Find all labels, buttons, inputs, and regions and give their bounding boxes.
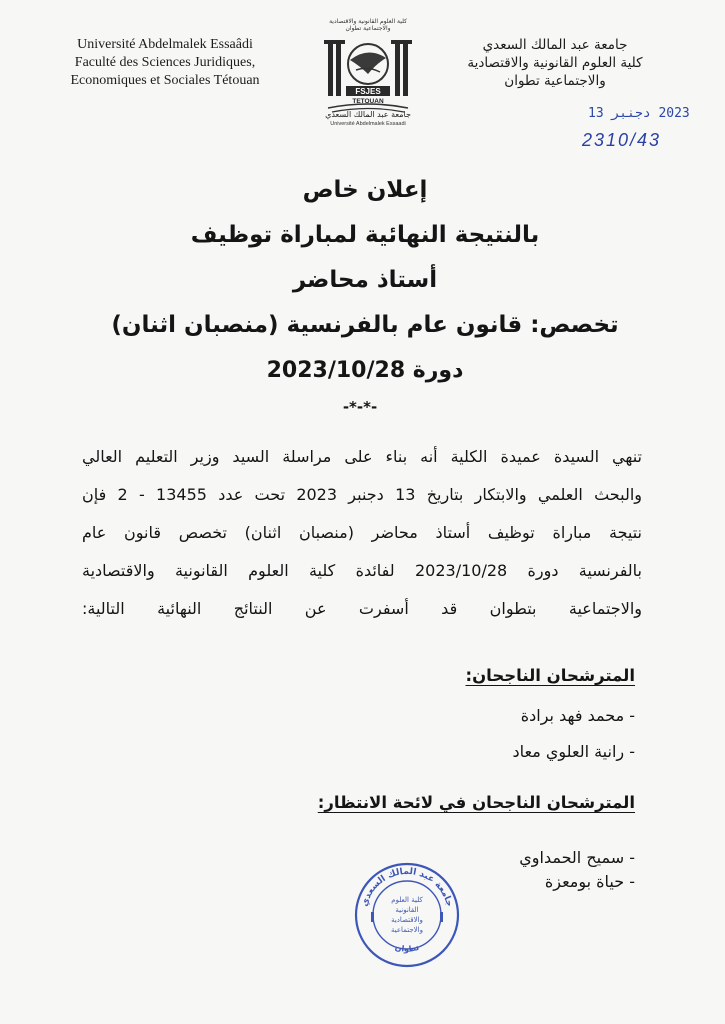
separator: -*-*- bbox=[342, 398, 378, 416]
header-fr-university: Université Abdelmalek Essaâdi bbox=[77, 37, 253, 52]
logo-acronym: FSJES bbox=[355, 87, 381, 96]
header-ar-faculty-2: والاجتماعية تطوان bbox=[504, 73, 606, 89]
header-fr-faculty-2: Economiques et Sociales Tétouan bbox=[70, 73, 260, 88]
logo-bottom-arabic: جامعة عبد المالك السعدي bbox=[325, 110, 411, 119]
stamp-inner-line-2: القانونية bbox=[395, 906, 419, 914]
waiting-candidate-2: - حياة بومعزة bbox=[544, 872, 635, 891]
header-ar-university: جامعة عبد المالك السعدي bbox=[482, 37, 628, 53]
faculty-logo bbox=[318, 18, 418, 130]
stamp-inner-line-3: والاقتصادية bbox=[391, 916, 423, 924]
official-stamp-icon bbox=[352, 860, 462, 970]
header-ar-faculty-1: كلية العلوم القانونية والاقتصادية bbox=[467, 55, 643, 71]
logo-city: TETOUAN bbox=[352, 98, 384, 105]
waiting-candidate-1: - سميح الحمداوي bbox=[519, 848, 635, 867]
title-position: أستاذ محاضر bbox=[292, 267, 438, 293]
logo-top-text: كلية العلوم القانونية والاقتصادية والاجتماعية تطوان bbox=[329, 18, 407, 32]
body-line-2: والبحث العلمي والابتكار بتاريخ 13 دجنبر 2023 تحت عدد 13455 - 2 فإن bbox=[82, 485, 642, 504]
successful-candidate-1: - محمد فهد برادة bbox=[520, 706, 635, 725]
title-session: دورة 2023/10/28 bbox=[266, 358, 464, 383]
logo-emblem-icon bbox=[318, 30, 418, 122]
body-line-4: بالفرنسية دورة 2023/10/28 لفائدة كلية العلوم القانونية والاقتصادية bbox=[82, 561, 643, 580]
body-line-5: والاجتماعية بتطوان قد أسفرت عن النتائج النهائية التالية: bbox=[82, 599, 642, 618]
successful-candidate-2: - رانية العلوي معاد bbox=[512, 742, 635, 761]
stamp-outer-text: جامعة عبد المالك السعدي bbox=[359, 866, 455, 908]
body-line-3: نتيجة مباراة توظيف أستاذ محاضر (منصبان اثنان) تخصص قانون عام bbox=[82, 523, 642, 542]
reference-number: 2310/43 bbox=[582, 130, 662, 150]
title-final-result: بالنتيجة النهائية لمباراة توظيف bbox=[190, 222, 540, 248]
title-specialty: تخصص: قانون عام بالفرنسية (منصبان اثنان) bbox=[111, 312, 619, 338]
reference-date-stamp: 2023 دجنبر 13 bbox=[588, 106, 690, 121]
svg-text:تطوان bbox=[394, 943, 420, 954]
header-fr-faculty-1: Faculté des Sciences Juridiques, bbox=[74, 55, 256, 70]
stamp-inner-line-1: كلية العلوم bbox=[391, 896, 423, 904]
header-french bbox=[40, 36, 290, 90]
body-line-1: تنهي السيدة عميدة الكلية أنه بناء على مراسلة السيد وزير التعليم العالي bbox=[82, 447, 642, 466]
header-arabic bbox=[435, 36, 675, 90]
successful-heading: المترشحان الناجحان: bbox=[465, 666, 635, 685]
stamp-inner-line-4: والاجتماعية bbox=[391, 926, 423, 934]
stamp-bottom-text: تطوان bbox=[393, 942, 421, 954]
announcement-titles bbox=[100, 168, 630, 393]
logo-bottom-french: Université Abdelmalek Essaadi bbox=[330, 121, 406, 127]
title-special-announcement: إعلان خاص bbox=[302, 177, 428, 203]
announcement-body bbox=[82, 438, 642, 628]
waiting-list-heading: المترشحان الناجحان في لائحة الانتظار: bbox=[317, 793, 635, 812]
